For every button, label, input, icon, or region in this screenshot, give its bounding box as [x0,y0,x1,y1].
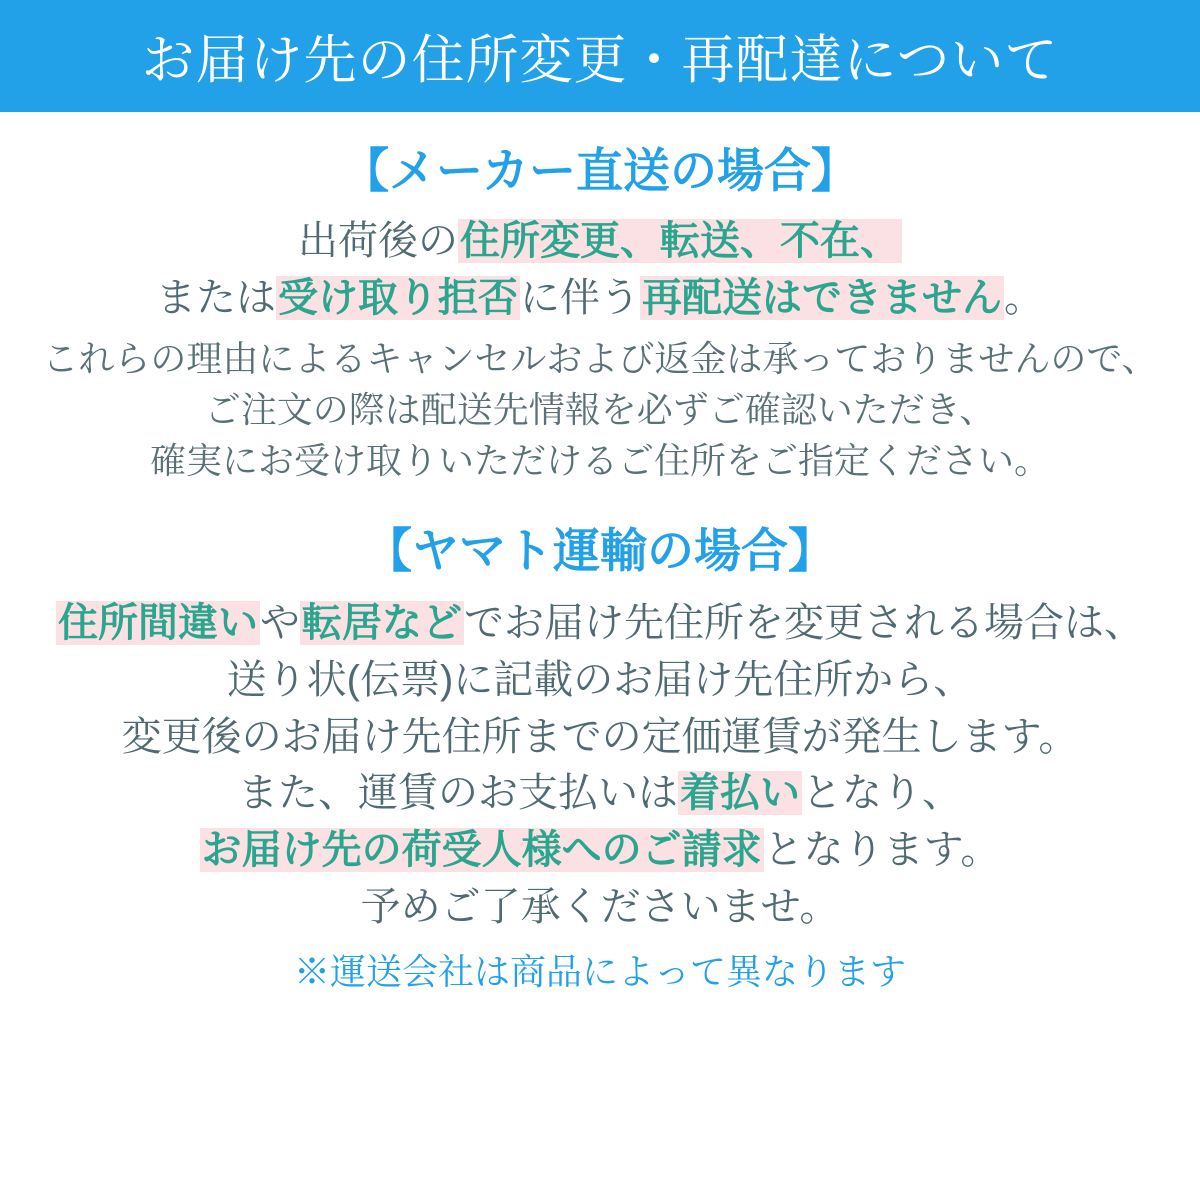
page-title-bar [0,0,1200,112]
notice-line [10,213,1190,270]
notice-line [10,765,1190,822]
text-fragment: 。 [1004,275,1044,320]
highlighted-text: お届け先の荷受人様へのご請求 [201,828,762,873]
highlighted-text: 住所変更、転送、不在、 [460,219,900,263]
notice-line: ご注文の際は配送先情報を必ずご確認いただき、 [204,388,996,430]
page-title: お届け先の住所変更・再配達について [141,31,1059,90]
carrier-note: ※運送会社は商品によって異なります [293,950,906,992]
text-fragment: 出荷後の [298,219,458,263]
notice-line: これらの理由によるキャンセルおよび返金は承っておりませんので、 [42,337,1158,379]
text-fragment: または [156,275,276,320]
highlighted-text: 着払い [680,771,800,816]
text-fragment: に伴う [520,275,640,320]
section-heading-yamato: 【ヤマト運輸の場合】 [365,523,835,577]
highlighted-text: 再配送はできません [642,275,1002,320]
text-fragment: となります。 [763,828,1001,873]
text-fragment: となり、 [802,771,962,816]
text-fragment: また、運賃のお支払いは [238,771,678,816]
highlighted-text: 住所間違い [58,600,258,645]
notice-line: 確実にお受け取りいただけるご住所をご指定ください。 [149,439,1050,481]
notice-body [0,134,1200,997]
notice-line: 予めご了承くださいませ。 [360,884,840,929]
highlighted-text: 受け取り拒否 [278,275,518,320]
notice-line: 変更後のお届け先住所までの定価運賃が発生します。 [121,714,1079,759]
notice-line [10,595,1190,652]
notice-line [10,822,1190,879]
section-heading-maker-direct: 【メーカー直送の場合】 [341,144,859,197]
highlighted-text: 転居など [302,600,462,645]
notice-line [10,270,1190,327]
text-fragment: や [260,600,300,645]
notice-line: 送り状(伝票)に記載のお届け先住所から、 [226,657,974,702]
text-fragment: でお届け先住所を変更される場合は、 [464,600,1144,645]
